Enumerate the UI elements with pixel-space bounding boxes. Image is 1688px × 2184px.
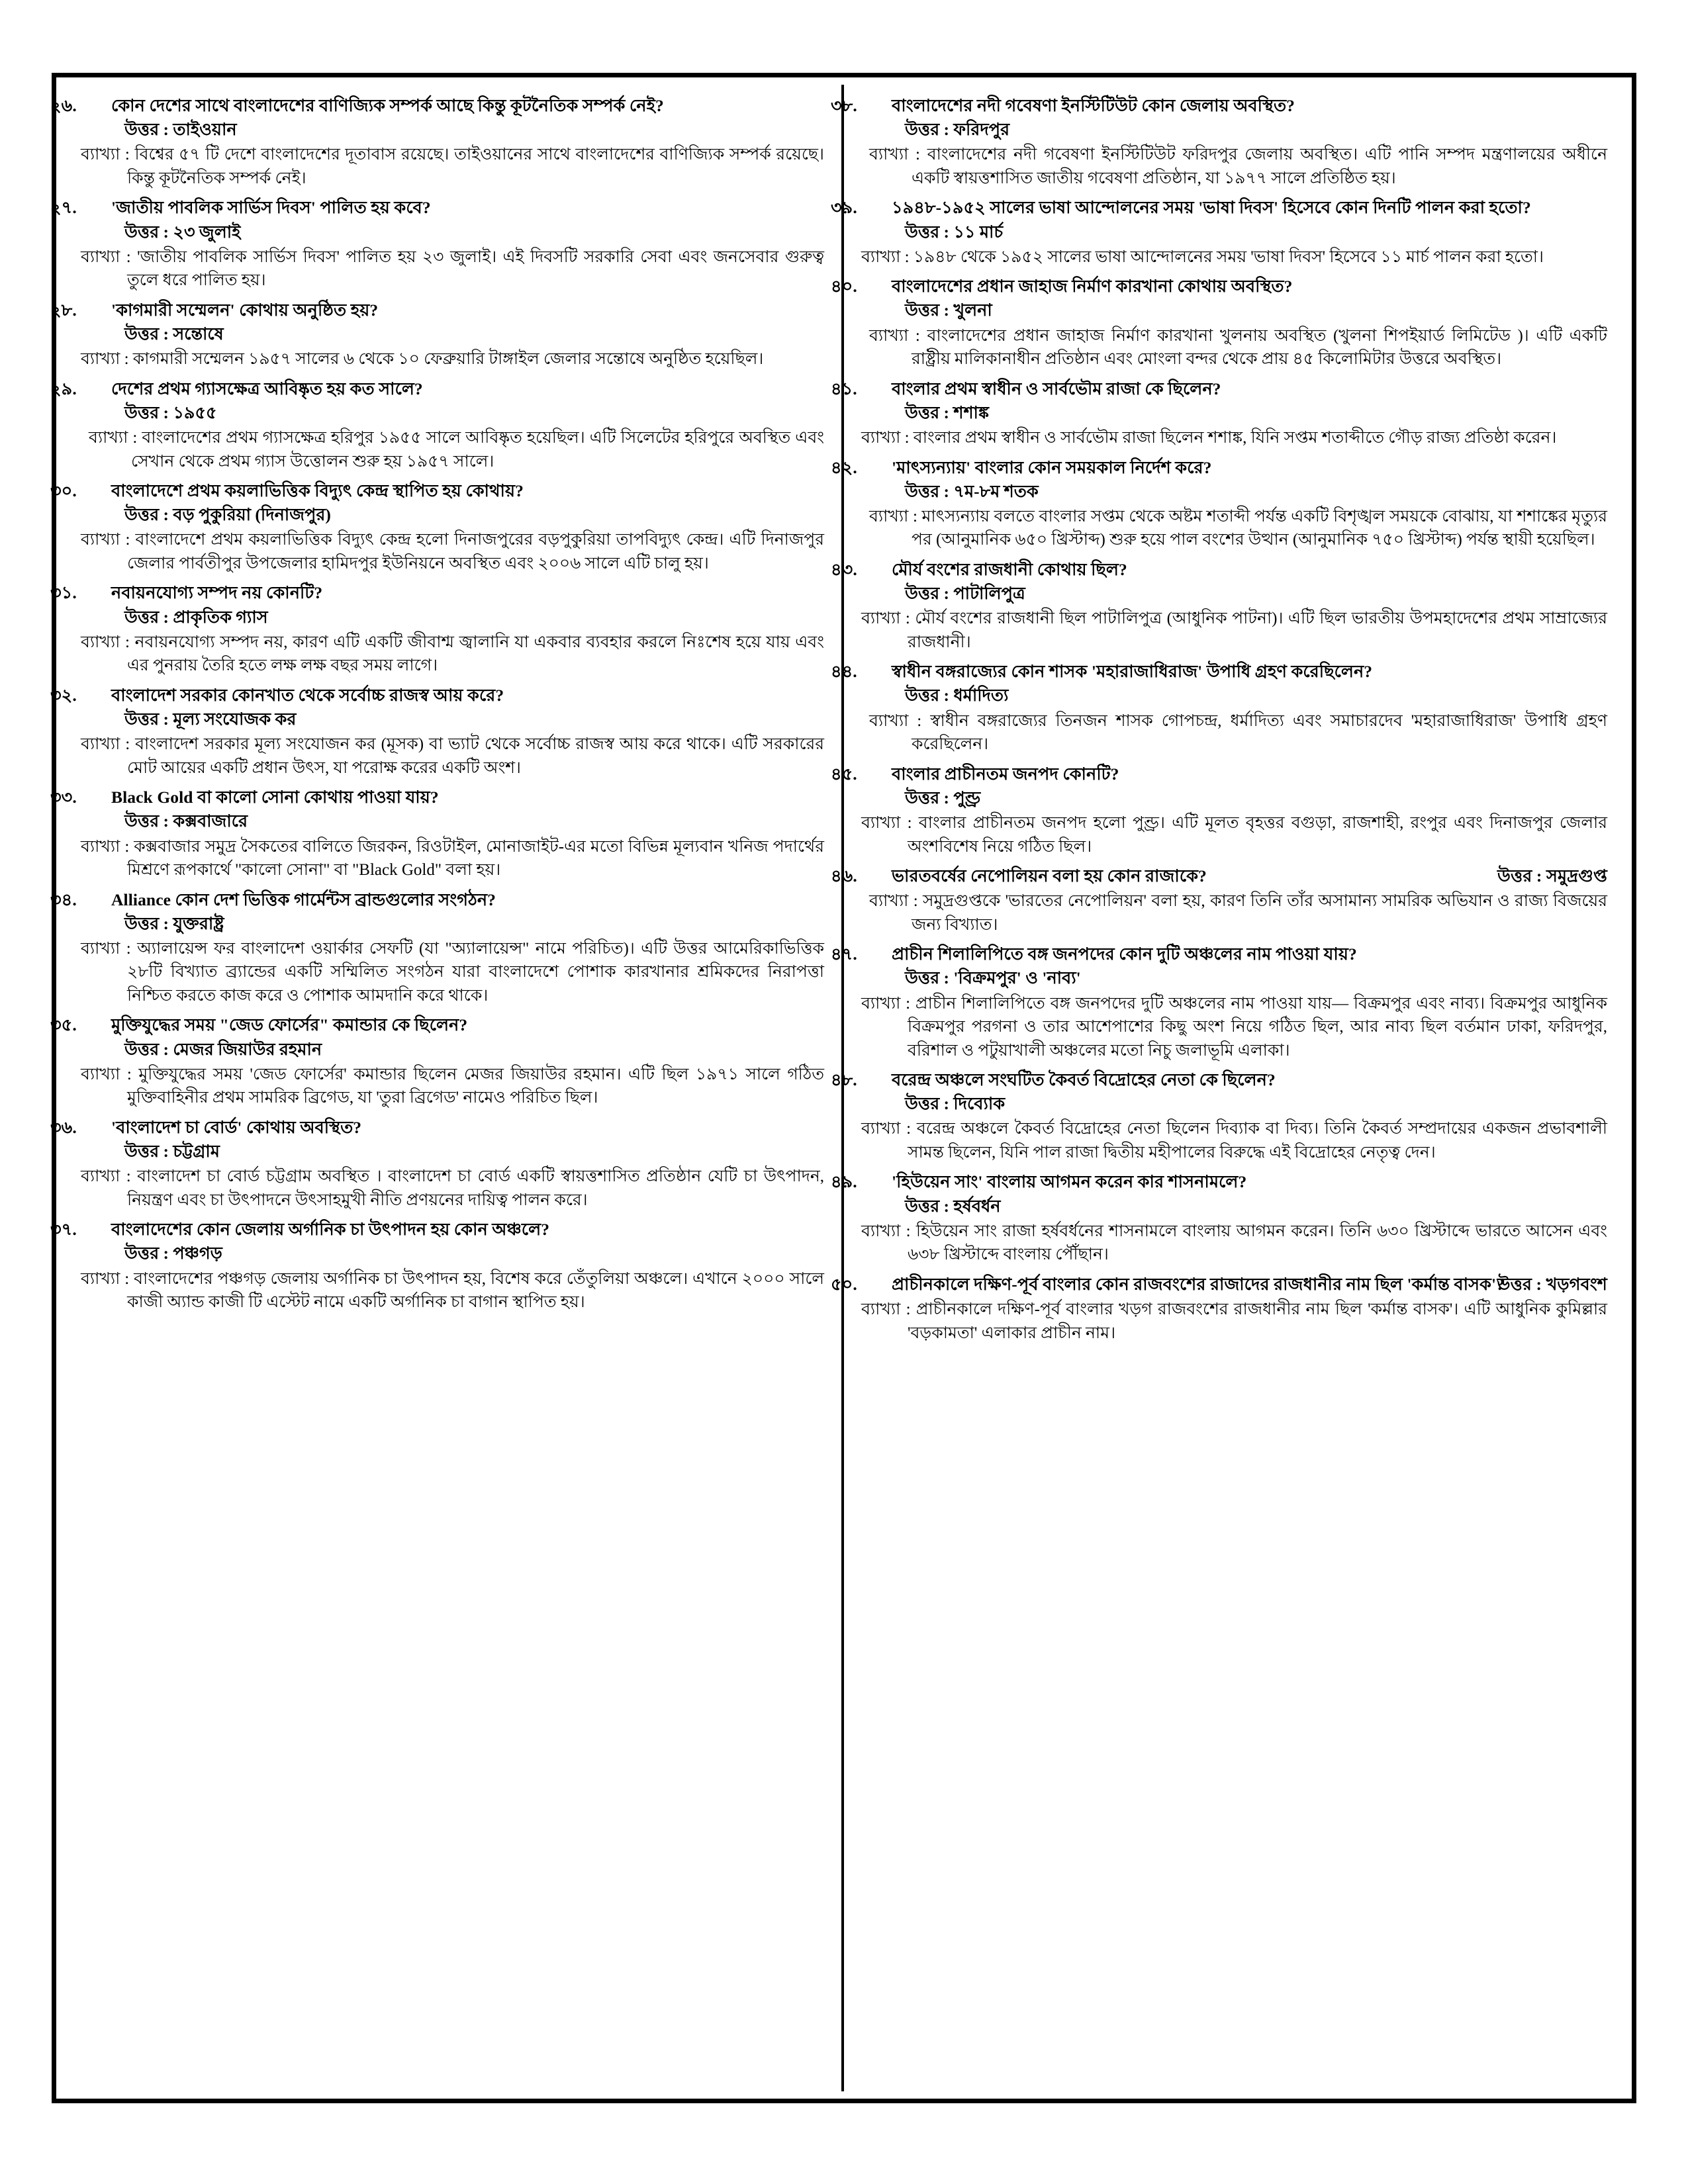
question-body: ১৯৪৮-১৯৫২ সালের ভাষা আন্দোলনের সময় 'ভাষা দিবস' হিসেবে কোন দিনটি পালন করা হতো? [892, 198, 1531, 218]
answer-text: উত্তর : খুলনা [905, 300, 992, 320]
qa-entry [831, 942, 1607, 1062]
question-number: ২৬. [50, 96, 77, 115]
question-body: নবায়নযোগ্য সম্পদ নয় কোনটি? [111, 583, 323, 603]
answer-text: উত্তর : ধর্মাদিত্য [905, 686, 1009, 705]
explanation-text: ব্যাখ্যা : অ্যালায়েন্স ফর বাংলাদেশ ওয়ার্কার সেফটি (যা "অ্যালায়েন্স" নামে পরিচিত)। এটি উত্তর আমেরিকাভিত্তিক ২৮টি বিখ্যাত ব্র্যান্ডের একটি সম্মিলিত সংগঠন যারা বাংলাদেশে পোশাক কারখানার শ্রমিকদের নিরাপত্তা নিশ্চিত করতে কাজ করে ও পোশাক আমদানি করে থাকে। [81, 939, 824, 1005]
question-text [831, 558, 1607, 581]
qa-entry [831, 196, 1607, 269]
question-body: Alliance কোন দেশ ভিত্তিক গার্মেন্টস ব্রান্ডগুলোর সংগঠন? [111, 889, 496, 909]
qa-entry [50, 581, 824, 677]
question-text [50, 888, 824, 911]
explanation-text: ব্যাখ্যা : বাংলাদেশের নদী গবেষণা ইনস্টিটিউট ফরিদপুর জেলায় অবস্থিত। এটি পানি সম্পদ মন্ত্রণালয়ের অধীনে একটি স্বায়ত্তশাসিত জাতীয় গবেষণা প্রতিষ্ঠান, যা ১৯৭৭ সালে প্রতিষ্ঠিত হয়। [869, 146, 1607, 187]
answer-text: উত্তর : প্রাকৃতিক গ্যাস [124, 607, 268, 627]
qa-entry [831, 762, 1607, 858]
question-body: 'বাংলাদেশ চা বোর্ড' কোথায় অবস্থিত? [111, 1117, 362, 1137]
question-text [831, 762, 1607, 786]
answer-text: উত্তর : চট্টগ্রাম [124, 1141, 220, 1161]
question-text [831, 660, 1607, 683]
explanation-text: ব্যাখ্যা : বাংলাদেশ সরকার মূল্য সংযোজন কর (মূসক) বা ভ্যাট থেকে সর্বোচ্চ রাজস্ব আয় করে থাকে। এটি সরকারের মোট আয়ের একটি প্রধান উৎস, যা পরোক্ষ করের একটি অংশ। [81, 735, 824, 777]
question-text [831, 864, 1607, 887]
qa-entry [831, 1068, 1607, 1164]
question-text [831, 196, 1607, 219]
question-text [831, 275, 1607, 298]
explanation-text: ব্যাখ্যা : মাৎস্যন্যায় বলতে বাংলার সপ্তম থেকে অষ্টম শতাব্দী পর্যন্ত একটি বিশৃঙ্খল সময়কে বোঝায়, যা শশাঙ্কের মৃত্যুর পর (আনুমানিক ৬৫০ খ্রিস্টাব্দ) শুরু হয়ে পাল বংশের উত্থান (আনুমানিক ৭৫০ খ্রিস্টাব্দ) পর্যন্ত স্থায়ী হয়েছিল। [869, 507, 1607, 549]
question-text [50, 1218, 824, 1241]
question-number: ৪৫. [831, 764, 857, 784]
qa-entry [831, 660, 1607, 756]
question-body: 'জাতীয় পাবলিক সার্ভিস দিবস' পালিত হয় কবে? [111, 198, 431, 218]
question-number: ৩৬. [50, 1117, 77, 1137]
question-number: ২৮. [50, 300, 77, 320]
question-body: বাংলাদেশ সরকার কোনখাত থেকে সর্বোচ্চ রাজস্ব আয় করে? [111, 685, 504, 705]
explanation-text: ব্যাখ্যা : বিশ্বের ৫৭ টি দেশে বাংলাদেশের দূতাবাস রয়েছে। তাইওয়ানের সাথে বাংলাদেশের বাণিজ্যিক সম্পর্ক রয়েছে। কিন্তু কূটনৈতিক সম্পর্ক নেই। [81, 146, 824, 187]
explanation-text: ব্যাখ্যা : মৌর্য বংশের রাজধানী ছিল পাটালিপুত্র (আধুনিক পাটনা)। এটি ছিল ভারতীয় উপমহাদেশের প্রথম সাম্রাজ্যের রাজধানী। [861, 610, 1607, 651]
explanation-text: ব্যাখ্যা : বাংলাদেশের প্রথম গ্যাসক্ষেত্র হরিপুর ১৯৫৫ সালে আবিষ্কৃত হয়েছিল। এটি সিলেটের হরিপুরে অবস্থিত এবং সেখান থেকে প্রথম গ্যাস উত্তোলন শুরু হয় ১৯৫৭ সালে। [89, 429, 824, 471]
question-body: কোন দেশের সাথে বাংলাদেশের বাণিজ্যিক সম্পর্ক আছে কিন্তু কূটনৈতিক সম্পর্ক নেই? [111, 96, 664, 115]
question-number: ২৯. [50, 379, 77, 398]
answer-text: উত্তর : দিব্যোক [905, 1094, 1006, 1114]
question-body: বাংলার প্রাচীনতম জনপদ কোনটি? [892, 764, 1119, 784]
answer-text: উত্তর : কক্সবাজারে [124, 811, 248, 831]
question-text [831, 94, 1607, 117]
explanation-text: ব্যাখ্যা : কাগমারী সম্মেলন ১৯৫৭ সালের ৬ থেকে ১০ ফেব্রুয়ারি টাঙ্গাইল জেলার সন্তোষে অনুষ্ঠিত হয়েছিল। [81, 350, 764, 369]
question-body: 'মাৎস্যন্যায়' বাংলার কোন সময়কাল নির্দেশ করে? [892, 457, 1212, 477]
explanation-text: ব্যাখ্যা : নবায়নযোগ্য সম্পদ নয়, কারণ এটি একটি জীবাশ্ম জ্বালানি যা একবার ব্যবহার করলে নিঃশেষ হয়ে যায় এবং এর পুনরায় তৈরি হতে লক্ষ লক্ষ বছর সময় লাগে। [81, 633, 824, 675]
question-text [50, 1013, 824, 1036]
question-body: প্রাচীন শিলালিপিতে বঙ্গ জনপদের কোন দুটি অঞ্চলের নাম পাওয়া যায়? [892, 944, 1357, 964]
answer-text: উত্তর : পাটালিপুত্র [905, 584, 1025, 604]
question-text [50, 196, 824, 219]
question-text [50, 94, 824, 117]
explanation-text: ব্যাখ্যা : মুক্তিযুদ্ধের সময় 'জেড ফোর্সের' কমান্ডার ছিলেন মেজর জিয়াউর রহমান। এটি ছিল ১৯৭১ সালে গঠিত মুক্তিবাহিনীর প্রথম সামরিক ব্রিগেড, যা 'তুরা ব্রিগেড' নামেও পরিচিত ছিল। [81, 1065, 824, 1107]
explanation-text: ব্যাখ্যা : প্রাচীন শিলালিপিতে বঙ্গ জনপদের দুটি অঞ্চলের নাম পাওয়া যায়— বিক্রমপুর এবং নাব্য। বিক্রমপুর আধুনিক বিক্রমপুর পরগনা ও তার আশেপাশের কিছু অংশ নিয়ে গঠিত ছিল, আর নাব্য ছিল বর্তমান ঢাকা, ফরিদপুর, বরিশাল ও পটুয়াখালী অঞ্চলের মতো নিচু জলাভূমি এলাকা। [861, 994, 1607, 1060]
question-text [831, 1068, 1607, 1091]
question-number: ৩৫. [50, 1015, 77, 1035]
question-body: দেশের প্রথম গ্যাসক্ষেত্র আবিষ্কৃত হয় কত সালে? [111, 379, 423, 398]
question-body: স্বাধীন বঙ্গরাজ্যের কোন শাসক 'মহারাজাধিরাজ' উপাধি গ্রহণ করেছিলেন? [892, 662, 1373, 682]
explanation-text: ব্যাখ্যা : বাংলার প্রাচীনতম জনপদ হলো পুণ্ড্র। এটি মূলত বৃহত্তর বগুড়া, রাজশাহী, রংপুর এবং দিনাজপুর জেলার অংশবিশেষ নিয়ে গঠিত ছিল। [861, 814, 1607, 856]
question-body: বাংলাদেশের নদী গবেষণা ইনস্টিটিউট কোন জেলায় অবস্থিত? [892, 96, 1295, 115]
explanation-text: ব্যাখ্যা : বাংলাদেশে প্রথম কয়লাভিত্তিক বিদ্যুৎ কেন্দ্র হলো দিনাজপুরের বড়পুকুরিয়া তাপবিদ্যুৎ কেন্দ্র। এটি দিনাজপুর জেলার পার্বতীপুর উপজেলার হামিদপুর ইউনিয়নে অবস্থিত এবং ২০০৬ সালে এটি চালু হয়। [81, 531, 824, 572]
answer-text: উত্তর : হর্ষবর্ধন [905, 1196, 1001, 1216]
answer-text: উত্তর : শশাঙ্ক [905, 402, 989, 422]
explanation-text: ব্যাখ্যা : হিউয়েন সাং রাজা হর্ষবর্ধনের শাসনামলে বাংলায় আগমন করেন। তিনি ৬৩০ খ্রিস্টাব্দে ভারতে আসেন এবং ৬৩৮ খ্রিস্টাব্দে বাংলায় পৌঁছান। [861, 1222, 1607, 1264]
explanation-text: ব্যাখ্যা : স্বাধীন বঙ্গরাজ্যের তিনজন শাসক গোপচন্দ্র, ধর্মাদিত্য এবং সমাচারদেব 'মহারাজাধিরাজ' উপাধি গ্রহণ করেছিলেন। [869, 711, 1607, 754]
answer-text: উত্তর : মেজর জিয়াউর রহমান [124, 1039, 322, 1059]
explanation-text: ব্যাখ্যা : সমুদ্রগুপ্তকে 'ভারতের নেপোলিয়ন' বলা হয়, কারণ তিনি তাঁর অসামান্য সামরিক অভিযান ও রাজ্য বিজয়ের জন্য বিখ্যাত। [869, 892, 1607, 934]
question-number: ৩১. [50, 583, 77, 603]
question-body: ভারতবর্ষের নেপোলিয়ন বলা হয় কোন রাজাকে? [892, 866, 1207, 886]
question-text [50, 479, 824, 502]
question-text [831, 942, 1607, 966]
answer-text: উত্তর : মূল্য সংযোজক কর [124, 709, 297, 729]
question-number: ৩৩. [50, 788, 77, 807]
question-body: বাংলার প্রথম স্বাধীন ও সার্বভৌম রাজা কে ছিলেন? [892, 379, 1221, 398]
question-body: মুক্তিযুদ্ধের সময় "জেড ফোর্সের" কমান্ডার কে ছিলেন? [111, 1015, 468, 1035]
explanation-text: ব্যাখ্যা : প্রাচীনকালে দক্ষিণ-পূর্ব বাংলার খড়গ রাজবংশের রাজধানীর নাম ছিল 'কর্মান্ত বাসক'। এটি আধুনিক কুমিল্লার 'বড়কামতা' এলাকার প্রাচীন নাম। [861, 1300, 1607, 1342]
answer-text: উত্তর : ২৩ জুলাই [124, 222, 241, 242]
question-number: ৩৪. [50, 889, 77, 909]
qa-entry [831, 1273, 1607, 1345]
question-number: ৪০. [831, 277, 857, 296]
qa-entry [50, 786, 824, 882]
answer-text: উত্তর : বড় পুকুরিয়া (দিনাজপুর) [124, 505, 331, 525]
question-body: মৌর্য বংশের রাজধানী কোথায় ছিল? [892, 559, 1127, 579]
question-text [831, 377, 1607, 400]
two-column-body [50, 85, 1624, 2091]
answer-text: উত্তর : পঞ্চগড় [124, 1244, 222, 1263]
question-body: 'হিউয়েন সাং' বাংলায় আগমন করেন কার শাসনামলে? [892, 1172, 1247, 1192]
answer-text: উত্তর : 'বিক্রমপুর' ও 'নাব্য' [905, 968, 1081, 988]
answer-text: উত্তর : পুণ্ড্র [905, 788, 981, 807]
question-number: ৪৮. [831, 1070, 857, 1090]
question-number: ৪১. [831, 379, 857, 398]
qa-entry [50, 1116, 824, 1212]
question-text [50, 298, 824, 322]
answer-text: উত্তর : যুক্তরাষ্ট্র [124, 913, 224, 933]
qa-entry [831, 1170, 1607, 1266]
explanation-text: ব্যাখ্যা : বাংলাদেশের পঞ্চগড় জেলায় অর্গানিক চা উৎপাদন হয়, বিশেষ করে তেঁতুলিয়া অঞ্চলে। এখানে ২০০০ সালে কাজী অ্যান্ড কাজী টি এস্টেট নামে একটি অর্গানিক চা বাগান স্থাপিত হয়। [81, 1269, 824, 1311]
question-text [50, 786, 824, 809]
question-body: 'কাগমারী সম্মেলন' কোথায় অনুষ্ঠিত হয়? [111, 300, 379, 320]
question-number: ৪৬. [831, 866, 857, 886]
question-text [831, 1170, 1607, 1193]
explanation-text: ব্যাখ্যা : 'জাতীয় পাবলিক সার্ভিস দিবস' পালিত হয় ২৩ জুলাই। এই দিবসটি সরকারি সেবা এবং জনসেবার গুরুত্ব তুলে ধরে পালিত হয়। [81, 248, 824, 290]
question-number: ৪৩. [831, 559, 857, 579]
question-body: Black Gold বা কালো সোনা কোথায় পাওয়া যায়? [111, 788, 439, 807]
qa-entry [50, 298, 824, 371]
qa-entry [50, 479, 824, 575]
question-number: ৩৮. [831, 96, 857, 115]
question-number: ৪৭. [831, 944, 857, 964]
question-number: ৪৯. [831, 1172, 857, 1192]
question-number: ৪৪. [831, 662, 857, 682]
question-number: ৩৯. [831, 198, 857, 218]
qa-entry [50, 94, 824, 190]
question-text [50, 377, 824, 400]
question-number: ৩৭. [50, 1220, 77, 1240]
question-body: প্রাচীনকালে দক্ষিণ-পূর্ব বাংলার কোন রাজবংশের রাজাদের রাজধানীর নাম ছিল 'কর্মান্ত বাসক'? [892, 1274, 1505, 1294]
qa-entry [831, 864, 1607, 936]
question-number: ৪২. [831, 457, 857, 477]
qa-entry [831, 377, 1607, 450]
question-number: ৫০. [831, 1274, 857, 1294]
qa-entry [50, 1013, 824, 1109]
qa-entry [50, 888, 824, 1008]
explanation-text: ব্যাখ্যা : কক্সবাজার সমুদ্র সৈকতের বালিতে জিরকন, রিওটাইল, মোনাজাইট-এর মতো বিভিন্ন মূল্যবান খনিজ পদার্থের মিশ্রণে রূপকার্থে "কালো সোনা" বা "Black Gold" বলা হয়। [81, 837, 824, 879]
qa-entry [50, 377, 824, 473]
right-column [831, 85, 1624, 2091]
explanation-text: ব্যাখ্যা : বাংলার প্রথম স্বাধীন ও সার্বভৌম রাজা ছিলেন শশাঙ্ক, যিনি সপ্তম শতাব্দীতে গৌড় রাজ্য প্রতিষ্ঠা করেন। [861, 429, 1557, 447]
qa-entry [50, 196, 824, 292]
answer-text: উত্তর : ১১ মার্চ [905, 222, 1004, 242]
question-text [831, 1273, 1607, 1296]
qa-entry [50, 1218, 824, 1314]
question-body: বাংলাদেশের কোন জেলায় অর্গানিক চা উৎপাদন হয় কোন অঞ্চলে? [111, 1220, 550, 1240]
explanation-text: ব্যাখ্যা : বরেন্দ্র অঞ্চলে কৈবর্ত বিদ্রোহের নেতা ছিলেন দিব্যাক বা দিব্য। তিনি কৈবর্ত সম্প্রদায়ের একজন প্রভাবশালী সামন্ত ছিলেন, যিনি পাল রাজা দ্বিতীয় মহীপালের বিরুদ্ধে এই বিদ্রোহের নেতৃত্ব দেন। [861, 1120, 1607, 1161]
qa-entry [831, 558, 1607, 654]
question-body: বাংলাদেশের প্রধান জাহাজ নির্মাণ কারখানা কোথায় অবস্থিত? [892, 277, 1293, 296]
question-number: ৩০. [50, 481, 77, 500]
question-number: ৩২. [50, 685, 77, 705]
question-number: ২৭. [50, 198, 77, 218]
qa-entry [50, 684, 824, 780]
question-text [50, 581, 824, 604]
qa-entry [831, 456, 1607, 552]
left-column [50, 85, 844, 2091]
question-text [50, 1116, 824, 1139]
qa-entry [831, 275, 1607, 371]
question-text [831, 456, 1607, 479]
qa-entry [831, 94, 1607, 190]
explanation-text: ব্যাখ্যা : বাংলাদেশ চা বোর্ড চট্টগ্রাম অবস্থিত । বাংলাদেশ চা বোর্ড একটি স্বায়ত্তশাসিত প্রতিষ্ঠান যেটি চা উৎপাদন, নিয়ন্ত্রণ এবং চা উৎপাদনে উৎসাহমুখী নীতি প্রণয়নের দায়িত্ব পালন করে। [81, 1167, 824, 1209]
answer-text: উত্তর : সমুদ্রগুপ্ত [1497, 866, 1607, 886]
explanation-text: ব্যাখ্যা : বাংলাদেশের প্রধান জাহাজ নির্মাণ কারখানা খুলনায় অবস্থিত (খুলনা শিপইয়ার্ড লিমিটেড )। এটি একটি রাষ্ট্রীয় মালিকানাধীন প্রতিষ্ঠান এবং মোংলা বন্দর থেকে প্রায় ৪৫ কিলোমিটার উত্তরে অবস্থিত। [869, 326, 1607, 369]
explanation-text: ব্যাখ্যা : ১৯৪৮ থেকে ১৯৫২ সালের ভাষা আন্দোলনের সময় 'ভাষা দিবস' হিসেবে ১১ মার্চ পালন করা হতো। [861, 248, 1544, 266]
answer-text: উত্তর : ১৯৫৫ [124, 402, 217, 422]
answer-text: উত্তর : ফরিদপুর [905, 120, 1010, 140]
answer-text: উত্তর : তাইওয়ান [124, 120, 237, 140]
question-text [50, 684, 824, 707]
answer-text: উত্তর : সন্তোষে [124, 324, 224, 343]
question-body: বাংলাদেশে প্রথম কয়লাভিত্তিক বিদ্যুৎ কেন্দ্র স্থাপিত হয় কোথায়? [111, 481, 524, 500]
answer-text: উত্তর : খড়গবংশ [1497, 1274, 1607, 1294]
question-body: বরেন্দ্র অঞ্চলে সংঘটিত কৈবর্ত বিদ্রোহের নেতা কে ছিলেন? [892, 1070, 1276, 1090]
answer-text: উত্তর : ৭ম-৮ম শতক [905, 481, 1039, 501]
